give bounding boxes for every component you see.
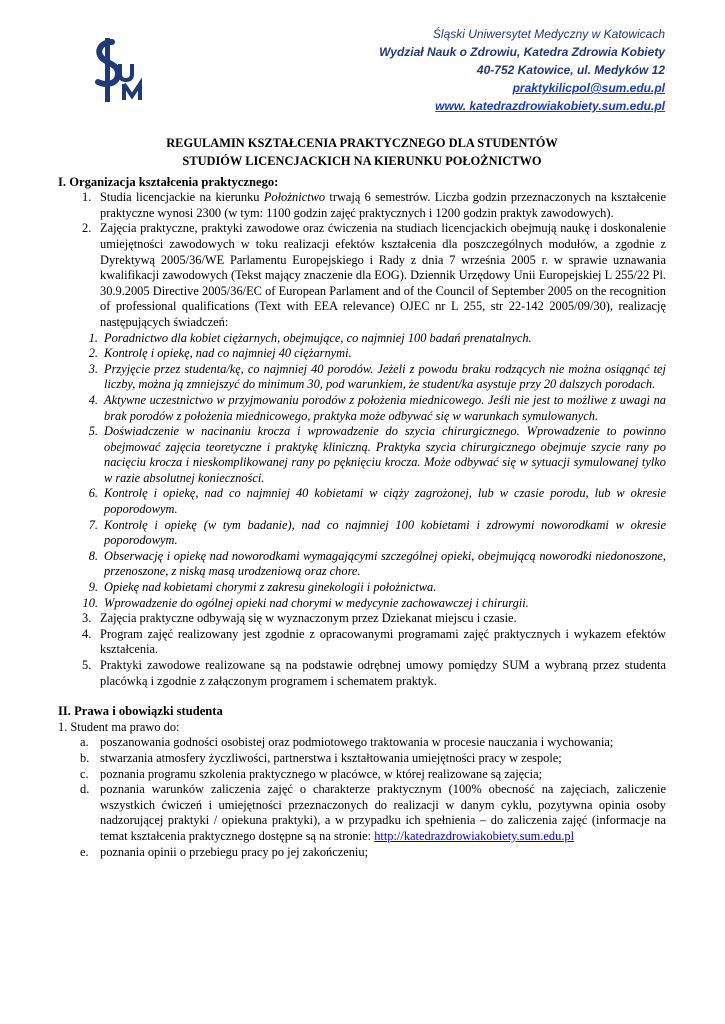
sum-logo xyxy=(90,38,154,102)
list-item: b. stwarzania atmosfery życzliwości, partnerstwa i kształtowania umiejętności pracy w zespole; xyxy=(80,750,562,765)
section-1-list xyxy=(58,190,666,689)
section-2-heading: II. Prawa i obowiązki studenta xyxy=(58,704,223,719)
list-item: e. poznania opinii o przebiegu pracy po jej zakończeniu; xyxy=(80,844,369,859)
website-link[interactable]: www. katedrazdrowiakobiety.sum.edu.pl xyxy=(435,99,665,113)
section-2-intro: 1. Student ma prawo do: xyxy=(58,719,180,734)
list-item: 2. Zajęcia praktyczne, praktyki zawodowe oraz ćwiczenia na studiach licencjackich obejmują naukę i doskonalenie umiejętności zawodowych w toku realizacji efektów kształcenia dla poszczególnych modułów, a zgodnie z Dyrektywą 2005/36/WE Parlamentu Europejskiego i Rady z dnia 7 września 2005 r. w sprawie uznawania kwalifikacji zawodowych (Tekst mający znaczenie dla EOG). Dziennik Urzędowy Unii Europejskiej L 255/22 Pl. 30.9.2005 Directive 2005/36/EC of European Parlament and of the Council of September 2005 on the recognition of professional qualifications (Text with EEA relevance) OJEC nr L 255, str 22-142 2005/09/30), realizację następujących świadczeń: 1. Poradnictwo dla kobiet ciężarnych, obejmujące, co najmniej 100 badań prenatalnych. 2. Kontrolę i opiekę, nad co najmniej 40 ciężarnymi. 3. Przyjęcie przez studenta/kę, co najmniej 40 porodów. Jeżeli z powodu braku rodzących nie można osiągnąć tej liczby, można ją zmniejszyć do minimum 30, pod warunkiem, że student/ka asystuje przy 20 dalszych porodach. 4. Aktywne uczestnictwo w przyjmowaniu porodów z położenia miednicowego. Jeśli nie jest to możliwe z uwagi na brak porodów z położenia miednicowego, praktyka może odbywać się w warunkach symulowanych. 5. Doświadczenie w nacinaniu krocza i wprowadzenie do szycia chirurgicznego. Wprowadzenie to powinno obejmować zajęcia teoretyczne i praktykę kliniczną. Praktyka szycia chirurgicznego obejmuje szycie rany po nacięciu krocza i nieskomplikowanej rany po pęknięciu krocza. Może odbywać się w sytuacji symulowanej tylko w razie absolutnej konieczności. 6. Kontrolę i opiekę, nad co najmniej 40 kobietami w ciąży zagrożonej, lub w czasie porodu, lub w okresie poporodowym. 7. Kontrolę i opiekę (w tym badanie), nad co najmniej 100 kobietami i zdrowymi noworodkami w okresie poporodowym. 8. Obserwację i opiekę nad noworodkami wymagającymi szczególnej opieki, obejmującą noworodki niedonoszone, przenoszone, z niską masą urodzeniową oraz chore. 9. Opiekę nad kobietami chorymi z zakresu ginekologii i położnictwa. 10. Wprowadzenie do ogólnej opieki nad chorymi w medycynie zachowawczej i chirurgii. xyxy=(58,221,666,611)
list-item: 5. Doświadczenie w nacinaniu krocza i wprowadzenie do szycia chirurgicznego. Wprowadzenie to powinno obejmować zajęcia teoretyczne i praktykę kliniczną. Praktyka szycia chirurgicznego obejmuje szycie rany po nacięciu krocza i nieskomplikowanej rany po pęknięciu krocza. Może odbywać się w sytuacji symulowanej tylko w razie absolutnej konieczności. xyxy=(88,424,666,485)
student-rights-list xyxy=(58,735,666,860)
list-item: 5. Praktyki zawodowe realizowane są na podstawie odrębnej umowy pomiędzy SUM a wybraną przez studenta placówką i zgodnie z załączonym programem i schematem praktyk. xyxy=(82,658,666,688)
address: 40-752 Katowice, ul. Medyków 12 xyxy=(476,63,665,77)
section-1-heading: I. Organizacja kształcenia praktycznego: xyxy=(58,174,279,189)
list-item: 1. Studia licencjackie na kierunku Położnictwo trwają 6 semestrów. Liczba godzin przeznaczonych na kształcenie praktyczne wynosi 2300 (w tym: 1100 godzin zajęć praktycznych i 1200 godzin praktyk zawodowych). xyxy=(82,190,666,220)
list-item: 2. Kontrolę i opiekę, nad co najmniej 40 ciężarnymi. xyxy=(88,346,352,361)
katedra-website-link[interactable]: http://katedrazdrowiakobiety.sum.edu.pl xyxy=(374,828,575,843)
institution-header xyxy=(379,25,665,115)
sum-logo-graphic xyxy=(90,38,154,102)
list-item: 7. Kontrolę i opiekę (w tym badanie), nad co najmniej 100 kobietami i zdrowymi noworodkami w okresie poporodowym. xyxy=(88,517,666,548)
list-item: 4. Aktywne uczestnictwo w przyjmowaniu porodów z położenia miednicowego. Jeśli nie jest to możliwe z uwagi na brak porodów z położenia miednicowego, praktyka może odbywać się w warunkach symulowanych. xyxy=(88,392,666,423)
department-name: Wydział Nauk o Zdrowiu, Katedra Zdrowia Kobiety xyxy=(379,45,665,59)
email-link[interactable]: praktykilicpol@sum.edu.pl xyxy=(512,81,665,95)
list-item: a. poszanowania godności osobistej oraz podmiotowego traktowania w procesie nauczania i wychowania; xyxy=(80,735,614,750)
document-body xyxy=(58,133,666,860)
university-name: Śląski Uniwersytet Medyczny w Katowicach xyxy=(432,27,665,41)
list-item: 6. Kontrolę i opiekę, nad co najmniej 40 kobietami w ciąży zagrożonej, lub w czasie porodu, lub w okresie poporodowym. xyxy=(88,486,666,517)
document-subtitle: STUDIÓW LICENCJACKICH NA KIERUNKU POŁOŻNICTWO xyxy=(182,154,542,168)
list-item: 10. Wprowadzenie do ogólnej opieki nad chorymi w medycynie zachowawczej i chirurgii. xyxy=(82,595,529,610)
list-item: c. poznania programu szkolenia praktycznego w placówce, w której realizowane są zajęcia; xyxy=(80,766,543,781)
document-title: REGULAMIN KSZTAŁCENIA PRAKTYCZNEGO DLA STUDENTÓW xyxy=(166,136,558,150)
list-item: 1. Poradnictwo dla kobiet ciężarnych, obejmujące, co najmniej 100 badań prenatalnych. xyxy=(88,330,532,345)
list-item: d. poznania warunków zaliczenia zajęć o charakterze praktycznym (100% obecność na zajęciach, zaliczenie wszystkich ćwiczeń i umiejętności przeznaczonych do realizacji w danym cyklu, pozytywna opinia osoby nadzorującej praktyki / opiekuna praktyki), a w przypadku ich spełnienia – do zaliczenia zajęć (informacje na temat kształcenia praktycznego dostępne są na stronie: http://katedrazdrowiakobiety.sum.edu.pl xyxy=(80,782,666,843)
list-item: 4. Program zajęć realizowany jest zgodnie z opracowanymi programami zajęć praktycznych i wykazem efektów kształcenia. xyxy=(82,626,666,657)
list-item: 3. Zajęcia praktyczne odbywają się w wyznaczonym przez Dziekanat miejscu i czasie. xyxy=(82,611,517,626)
list-item: 3. Przyjęcie przez studenta/kę, co najmniej 40 porodów. Jeżeli z powodu braku rodzących nie można osiągnąć tej liczby, można ją zmniejszyć do minimum 30, pod warunkiem, że student/ka asystuje przy 20 dalszych porodach. xyxy=(88,361,666,392)
list-item: 9. Opiekę nad kobietami chorymi z zakresu ginekologii i położnictwa. xyxy=(88,580,437,595)
services-list xyxy=(58,331,666,612)
list-item: 8. Obserwację i opiekę nad noworodkami wymagającymi szczególnej opieki, obejmującą noworodki niedonoszone, przenoszone, z niską masą urodzeniową oraz chore. xyxy=(88,548,666,579)
